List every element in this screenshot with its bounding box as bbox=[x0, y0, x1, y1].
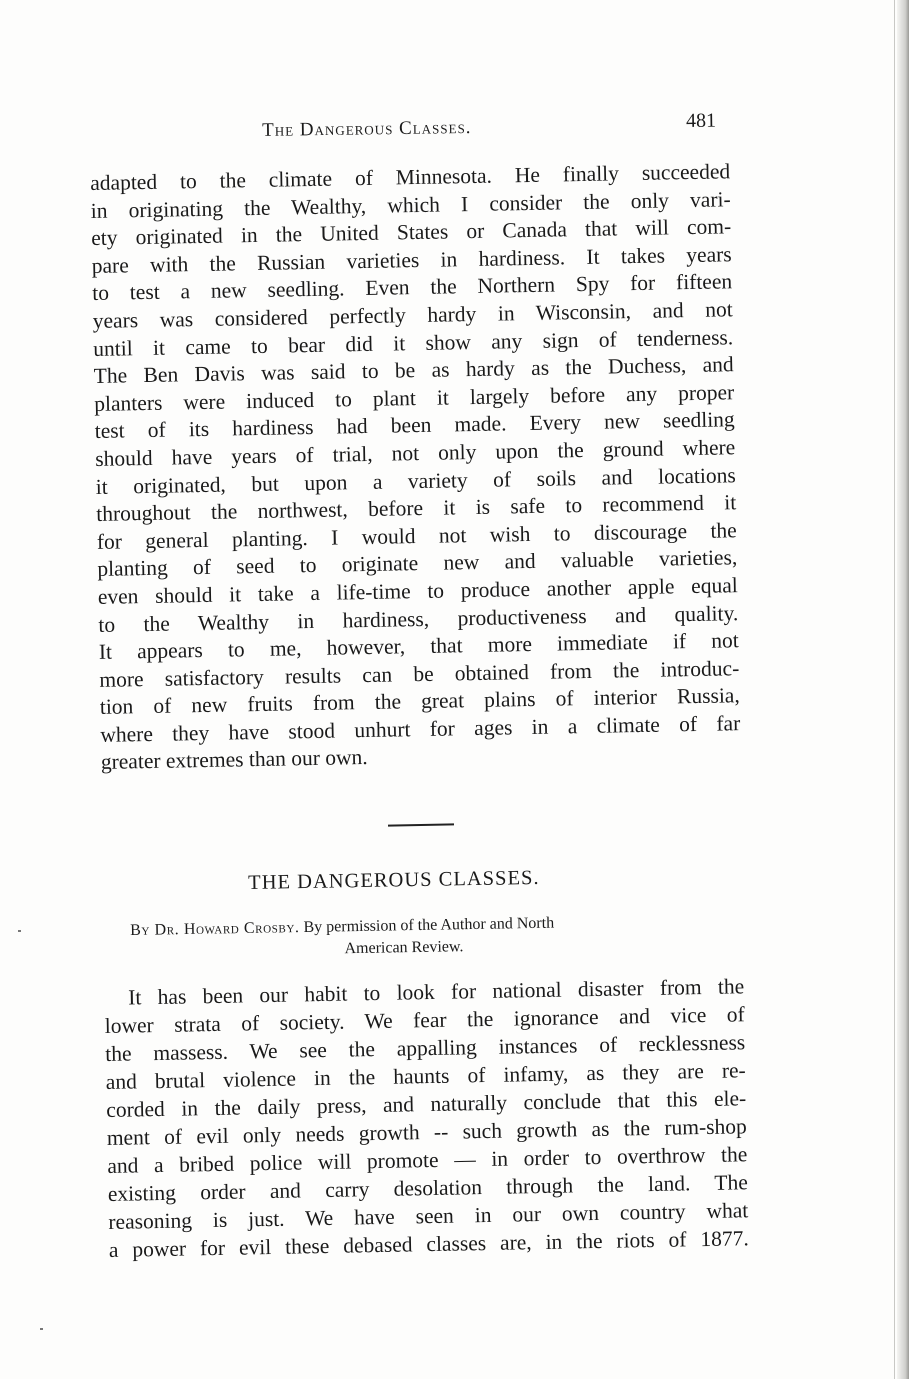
text-line: more satisfactory results can be obtained from the introduc- bbox=[99, 655, 740, 692]
text-line: should have years of trial, not only upon the ground where bbox=[95, 435, 736, 471]
text-line: ment of evil only needs growth -- such growth as the rum-shop bbox=[106, 1114, 747, 1150]
text-line: to test a new seedling. Even the Northern Spy for fifteen bbox=[92, 269, 733, 306]
text-line: years was considered perfectly hardy in Wisconsin, and not bbox=[92, 297, 733, 333]
paper-speck bbox=[40, 1328, 43, 1330]
page-edge-line bbox=[894, 0, 895, 1379]
paper-speck bbox=[18, 930, 21, 932]
running-title: The Dangerous Classes. bbox=[262, 116, 472, 141]
page-number: 481 bbox=[685, 109, 717, 132]
byline-author: By Dr. Howard Crosby. bbox=[130, 919, 300, 939]
text-line: the massess. We see the appalling instances of recklessness bbox=[105, 1030, 746, 1066]
text-line: It has been our habit to look for national disaster from the bbox=[128, 974, 745, 1010]
text-line: ety originated in the United States or Canada that will com- bbox=[91, 214, 732, 251]
text-line: and brutal violence in the haunts of infamy, as they are re- bbox=[105, 1058, 746, 1094]
section-divider bbox=[388, 823, 454, 826]
article-paragraph bbox=[104, 972, 749, 1264]
article-heading: THE DANGEROUS CLASSES. bbox=[248, 866, 540, 894]
text-line: a power for evil these debased classes are, in the riots of 1877. bbox=[108, 1226, 749, 1262]
text-line: planting of seed to originate new and valuable varieties, bbox=[97, 545, 738, 582]
text-line: It appears to me, however, that more immediate if not bbox=[98, 628, 739, 665]
text-line: in originating the Wealthy, which I consider the only vari- bbox=[90, 186, 731, 223]
text-line: throughout the northwest, before it is safe to recommend it bbox=[96, 490, 737, 527]
text-line: until it came to bear did it show any sign of tenderness. bbox=[93, 324, 734, 361]
article-byline bbox=[130, 910, 721, 964]
running-header bbox=[256, 111, 726, 152]
text-line: even should it take a life-time to produce another apple equal bbox=[97, 573, 738, 609]
text-line: test of its hardiness had been made. Every new seedling bbox=[94, 407, 735, 444]
text-line: where they have stood unhurt for ages in a climate of far bbox=[100, 711, 741, 747]
page-edge-shadow bbox=[897, 0, 909, 1379]
byline-permission: By permission of the Author and North bbox=[303, 914, 555, 936]
text-line: tion of new fruits from the great plains of interior Russia, bbox=[99, 683, 740, 720]
text-line: for general planting. I would not wish to discourage the bbox=[96, 517, 737, 554]
text-line: greater extremes than our own. bbox=[100, 745, 368, 775]
text-line: it originated, but upon a variety of soils and locations bbox=[95, 462, 736, 499]
text-line: reasoning is just. We have seen in our own country what bbox=[108, 1198, 749, 1234]
text-line: pare with the Russian varieties in hardiness. It takes years bbox=[91, 242, 732, 278]
text-line: adapted to the climate of Minnesota. He finally succeeded bbox=[90, 159, 731, 195]
text-line: corded in the daily press, and naturally conclude that this ele- bbox=[106, 1086, 747, 1122]
text-line: and a bribed police will promote — in order to overthrow the bbox=[107, 1142, 748, 1178]
byline-permission-cont: American Review. bbox=[344, 938, 464, 958]
text-line: to the Wealthy in hardiness, productiveness and quality. bbox=[98, 600, 739, 637]
text-line: existing order and carry desolation through the land. The bbox=[107, 1170, 748, 1206]
text-line: planters were induced to plant it largely before any proper bbox=[94, 379, 735, 416]
text-line: lower strata of society. We fear the ignorance and vice of bbox=[104, 1002, 745, 1038]
text-line: The Ben Davis was said to be as hardy as the Duchess, and bbox=[93, 352, 734, 389]
continuation-paragraph bbox=[90, 158, 741, 777]
